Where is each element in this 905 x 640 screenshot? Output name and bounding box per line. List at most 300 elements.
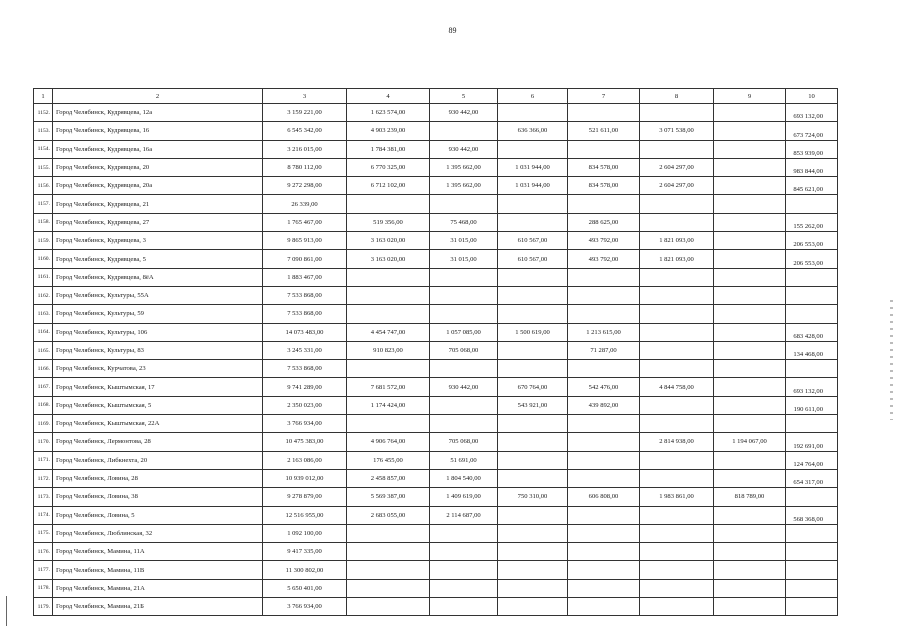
col-10-value-cell: 568 368,00: [786, 506, 838, 524]
col-9-value-cell: [714, 232, 786, 250]
col-10-value-cell: 693 132,00: [786, 104, 838, 122]
col-9-value-cell: [714, 305, 786, 323]
row-number-cell: 1179.: [34, 598, 53, 616]
row-number-cell: 1164.: [34, 323, 53, 341]
col-10-value-cell: 206 553,00: [786, 250, 838, 268]
table-row: [34, 506, 838, 524]
scan-margin-line: [6, 596, 7, 626]
table-row: [34, 122, 838, 140]
total-cell: 9 278 879,00: [263, 488, 347, 506]
col-7-value-cell: 439 892,00: [568, 396, 640, 414]
table-row: [34, 104, 838, 122]
col-4-value-cell: 519 356,00: [347, 213, 430, 231]
col-4-value-cell: [347, 415, 430, 433]
col-5-value-cell: [430, 396, 498, 414]
col-6-value-cell: 1 031 944,00: [498, 177, 568, 195]
col-8-value-cell: [640, 213, 714, 231]
row-number-cell: 1176.: [34, 543, 53, 561]
col-8-value-cell: [640, 598, 714, 616]
col-7-value-cell: [568, 506, 640, 524]
col-4-value-cell: 4 454 747,00: [347, 323, 430, 341]
col-7-value-cell: 288 625,00: [568, 213, 640, 231]
col-5-value-cell: 705 068,00: [430, 433, 498, 451]
address-cell: Город Челябинск, Люблинская, 32: [53, 524, 263, 542]
col-10-value-cell: 124 764,00: [786, 451, 838, 469]
col-10-value-cell: 192 691,00: [786, 433, 838, 451]
total-cell: 10 475 383,00: [263, 433, 347, 451]
table-row: [34, 598, 838, 616]
total-cell: 7 533 868,00: [263, 286, 347, 304]
col-8-value-cell: 2 604 297,00: [640, 158, 714, 176]
col-5-value-cell: 1 395 662,00: [430, 177, 498, 195]
col-9-value-cell: [714, 140, 786, 158]
col-10-value-cell: 845 621,00: [786, 177, 838, 195]
col-5-value-cell: 1 804 540,00: [430, 469, 498, 487]
row-number-cell: 1162.: [34, 286, 53, 304]
address-cell: Город Челябинск, Кыштымская, 17: [53, 378, 263, 396]
col-8-value-cell: [640, 104, 714, 122]
col-8-value-cell: [640, 305, 714, 323]
table-row: [34, 341, 838, 359]
col-5-value-cell: [430, 524, 498, 542]
col-10-value-cell: [786, 415, 838, 433]
col-header-5: 5: [430, 89, 498, 104]
col-8-value-cell: [640, 360, 714, 378]
col-6-value-cell: [498, 561, 568, 579]
col-8-value-cell: [640, 579, 714, 597]
total-cell: 11 300 802,00: [263, 561, 347, 579]
col-9-value-cell: [714, 195, 786, 213]
col-6-value-cell: [498, 305, 568, 323]
col-8-value-cell: [640, 341, 714, 359]
col-7-value-cell: [568, 598, 640, 616]
col-header-7: 7: [568, 89, 640, 104]
col-4-value-cell: 1 174 424,00: [347, 396, 430, 414]
col-6-value-cell: 750 310,00: [498, 488, 568, 506]
total-cell: 3 159 221,00: [263, 104, 347, 122]
col-7-value-cell: [568, 469, 640, 487]
col-4-value-cell: 6 770 325,00: [347, 158, 430, 176]
col-6-value-cell: [498, 469, 568, 487]
col-5-value-cell: [430, 268, 498, 286]
address-cell: Город Челябинск, Кудрявцева, 27: [53, 213, 263, 231]
address-cell: Город Челябинск, Культуры, 59: [53, 305, 263, 323]
row-number-cell: 1158.: [34, 213, 53, 231]
table-row: [34, 469, 838, 487]
col-5-value-cell: [430, 305, 498, 323]
col-4-value-cell: 176 455,00: [347, 451, 430, 469]
col-6-value-cell: [498, 140, 568, 158]
col-7-value-cell: [568, 433, 640, 451]
total-cell: 10 939 012,00: [263, 469, 347, 487]
col-10-value-cell: 155 262,00: [786, 213, 838, 231]
col-5-value-cell: 1 409 619,00: [430, 488, 498, 506]
table-row: [34, 305, 838, 323]
col-6-value-cell: [498, 195, 568, 213]
col-8-value-cell: [640, 286, 714, 304]
col-9-value-cell: 1 194 067,00: [714, 433, 786, 451]
col-7-value-cell: [568, 360, 640, 378]
col-6-value-cell: 610 567,00: [498, 232, 568, 250]
table-row: [34, 433, 838, 451]
col-5-value-cell: 51 691,00: [430, 451, 498, 469]
col-4-value-cell: 4 906 764,00: [347, 433, 430, 451]
col-9-value-cell: [714, 524, 786, 542]
col-10-value-cell: 683 428,00: [786, 323, 838, 341]
table-row: [34, 268, 838, 286]
total-cell: 9 865 913,00: [263, 232, 347, 250]
row-number-cell: 1169.: [34, 415, 53, 433]
col-7-value-cell: 521 611,00: [568, 122, 640, 140]
total-cell: 1 765 467,00: [263, 213, 347, 231]
col-5-value-cell: 705 068,00: [430, 341, 498, 359]
row-number-cell: 1175.: [34, 524, 53, 542]
table-row: [34, 323, 838, 341]
total-cell: 8 780 112,00: [263, 158, 347, 176]
col-10-value-cell: [786, 195, 838, 213]
col-header-1: 1: [34, 89, 53, 104]
col-7-value-cell: 1 213 615,00: [568, 323, 640, 341]
address-cell: Город Челябинск, Мамина, 21Б: [53, 598, 263, 616]
table-body: [34, 104, 838, 616]
col-7-value-cell: [568, 286, 640, 304]
col-10-value-cell: [786, 268, 838, 286]
col-header-2: 2: [53, 89, 263, 104]
data-table: [33, 88, 838, 616]
col-9-value-cell: [714, 177, 786, 195]
row-number-cell: 1165.: [34, 341, 53, 359]
table-row: [34, 195, 838, 213]
row-number-cell: 1168.: [34, 396, 53, 414]
col-5-value-cell: [430, 561, 498, 579]
col-4-value-cell: [347, 360, 430, 378]
total-cell: 9 741 289,00: [263, 378, 347, 396]
col-4-value-cell: 1 623 574,00: [347, 104, 430, 122]
col-6-value-cell: [498, 506, 568, 524]
col-6-value-cell: 670 764,00: [498, 378, 568, 396]
col-4-value-cell: 7 681 572,00: [347, 378, 430, 396]
col-7-value-cell: [568, 451, 640, 469]
col-7-value-cell: 493 792,00: [568, 232, 640, 250]
col-10-value-cell: 983 844,00: [786, 158, 838, 176]
address-cell: Город Челябинск, Кыштымская, 5: [53, 396, 263, 414]
row-number-cell: 1178.: [34, 579, 53, 597]
col-8-value-cell: [640, 268, 714, 286]
col-7-value-cell: 834 578,00: [568, 158, 640, 176]
col-8-value-cell: 2 604 297,00: [640, 177, 714, 195]
row-number-cell: 1163.: [34, 305, 53, 323]
address-cell: Город Челябинск, Лермонтова, 28: [53, 433, 263, 451]
row-number-cell: 1167.: [34, 378, 53, 396]
col-6-value-cell: [498, 451, 568, 469]
col-header-10: 10: [786, 89, 838, 104]
col-8-value-cell: [640, 524, 714, 542]
col-4-value-cell: [347, 305, 430, 323]
col-4-value-cell: [347, 195, 430, 213]
col-6-value-cell: [498, 341, 568, 359]
col-5-value-cell: [430, 579, 498, 597]
col-7-value-cell: 834 578,00: [568, 177, 640, 195]
row-number-cell: 1173.: [34, 488, 53, 506]
row-number-cell: 1161.: [34, 268, 53, 286]
col-6-value-cell: [498, 433, 568, 451]
col-9-value-cell: [714, 543, 786, 561]
col-header-4: 4: [347, 89, 430, 104]
col-6-value-cell: 610 567,00: [498, 250, 568, 268]
col-6-value-cell: 1 500 619,00: [498, 323, 568, 341]
col-5-value-cell: [430, 122, 498, 140]
address-cell: Город Челябинск, Кудрявцева, 5: [53, 250, 263, 268]
col-6-value-cell: 1 031 944,00: [498, 158, 568, 176]
col-8-value-cell: [640, 396, 714, 414]
address-cell: Город Челябинск, Кыштымская, 22А: [53, 415, 263, 433]
total-cell: 7 533 868,00: [263, 305, 347, 323]
address-cell: Город Челябинск, Кудрявцева, 21: [53, 195, 263, 213]
col-10-value-cell: [786, 305, 838, 323]
col-10-value-cell: [786, 561, 838, 579]
col-7-value-cell: [568, 268, 640, 286]
total-cell: 2 163 086,00: [263, 451, 347, 469]
col-8-value-cell: 3 071 538,00: [640, 122, 714, 140]
address-cell: Город Челябинск, Кудрявцева, 20а: [53, 177, 263, 195]
table-row: [34, 579, 838, 597]
address-cell: Город Челябинск, Кудрявцева, 3: [53, 232, 263, 250]
address-cell: Город Челябинск, Ловина, 28: [53, 469, 263, 487]
address-cell: Город Челябинск, Кудрявцева, 20: [53, 158, 263, 176]
col-5-value-cell: [430, 598, 498, 616]
total-cell: 3 766 934,00: [263, 415, 347, 433]
table-row: [34, 232, 838, 250]
header-row: [34, 89, 838, 104]
row-number-cell: 1177.: [34, 561, 53, 579]
address-cell: Город Челябинск, Кудрявцева, 16а: [53, 140, 263, 158]
col-10-value-cell: [786, 286, 838, 304]
col-7-value-cell: [568, 543, 640, 561]
table-row: [34, 286, 838, 304]
table-row: [34, 488, 838, 506]
col-10-value-cell: 673 724,00: [786, 122, 838, 140]
table-row: [34, 396, 838, 414]
col-6-value-cell: [498, 598, 568, 616]
col-9-value-cell: [714, 158, 786, 176]
col-4-value-cell: 1 784 381,00: [347, 140, 430, 158]
col-9-value-cell: [714, 122, 786, 140]
total-cell: 7 090 861,00: [263, 250, 347, 268]
col-7-value-cell: [568, 104, 640, 122]
table-row: [34, 177, 838, 195]
address-cell: Город Челябинск, Мамина, 21А: [53, 579, 263, 597]
col-5-value-cell: 31 015,00: [430, 232, 498, 250]
row-number-cell: 1172.: [34, 469, 53, 487]
col-10-value-cell: 654 317,00: [786, 469, 838, 487]
col-9-value-cell: [714, 341, 786, 359]
col-9-value-cell: [714, 415, 786, 433]
col-7-value-cell: 542 476,00: [568, 378, 640, 396]
total-cell: 9 272 298,00: [263, 177, 347, 195]
total-cell: 3 245 331,00: [263, 341, 347, 359]
table-row: [34, 415, 838, 433]
address-cell: Город Челябинск, Либкнехта, 20: [53, 451, 263, 469]
col-9-value-cell: [714, 506, 786, 524]
col-8-value-cell: 1 821 093,00: [640, 232, 714, 250]
address-cell: Город Челябинск, Культуры, 83: [53, 341, 263, 359]
col-6-value-cell: [498, 524, 568, 542]
total-cell: 5 650 401,00: [263, 579, 347, 597]
col-6-value-cell: [498, 543, 568, 561]
col-10-value-cell: [786, 579, 838, 597]
address-cell: Город Челябинск, Мамина, 11В: [53, 561, 263, 579]
col-header-9: 9: [714, 89, 786, 104]
table-row: [34, 250, 838, 268]
col-9-value-cell: 818 789,00: [714, 488, 786, 506]
col-6-value-cell: 636 366,00: [498, 122, 568, 140]
col-5-value-cell: [430, 286, 498, 304]
col-8-value-cell: 2 814 938,00: [640, 433, 714, 451]
col-6-value-cell: [498, 415, 568, 433]
col-10-value-cell: [786, 360, 838, 378]
table-row: [34, 378, 838, 396]
row-number-cell: 1154.: [34, 140, 53, 158]
col-9-value-cell: [714, 451, 786, 469]
col-header-8: 8: [640, 89, 714, 104]
col-9-value-cell: [714, 250, 786, 268]
col-4-value-cell: 4 903 239,00: [347, 122, 430, 140]
col-6-value-cell: [498, 104, 568, 122]
row-number-cell: 1156.: [34, 177, 53, 195]
col-5-value-cell: [430, 543, 498, 561]
col-10-value-cell: 853 939,00: [786, 140, 838, 158]
col-6-value-cell: 543 921,00: [498, 396, 568, 414]
col-4-value-cell: [347, 561, 430, 579]
row-number-cell: 1160.: [34, 250, 53, 268]
col-10-value-cell: 134 468,00: [786, 341, 838, 359]
table-row: [34, 360, 838, 378]
total-cell: 1 883 467,00: [263, 268, 347, 286]
col-7-value-cell: [568, 140, 640, 158]
row-number-cell: 1157.: [34, 195, 53, 213]
address-cell: Город Челябинск, Кудрявцева, 16: [53, 122, 263, 140]
col-4-value-cell: [347, 598, 430, 616]
col-8-value-cell: [640, 323, 714, 341]
col-9-value-cell: [714, 598, 786, 616]
total-cell: 6 545 342,00: [263, 122, 347, 140]
col-5-value-cell: 930 442,00: [430, 104, 498, 122]
col-8-value-cell: [640, 506, 714, 524]
col-8-value-cell: 4 844 758,00: [640, 378, 714, 396]
address-cell: Город Челябинск, Культуры, 106: [53, 323, 263, 341]
col-10-value-cell: [786, 488, 838, 506]
col-4-value-cell: 910 823,00: [347, 341, 430, 359]
col-8-value-cell: [640, 195, 714, 213]
address-cell: Город Челябинск, Культуры, 55А: [53, 286, 263, 304]
col-4-value-cell: [347, 579, 430, 597]
col-9-value-cell: [714, 396, 786, 414]
col-6-value-cell: [498, 268, 568, 286]
col-10-value-cell: 693 132,00: [786, 378, 838, 396]
col-5-value-cell: 2 114 687,00: [430, 506, 498, 524]
col-5-value-cell: [430, 415, 498, 433]
col-4-value-cell: [347, 286, 430, 304]
col-6-value-cell: [498, 360, 568, 378]
col-7-value-cell: 493 792,00: [568, 250, 640, 268]
scan-edge-mark: [890, 300, 893, 420]
col-4-value-cell: 6 712 102,00: [347, 177, 430, 195]
row-number-cell: 1170.: [34, 433, 53, 451]
col-6-value-cell: [498, 213, 568, 231]
col-4-value-cell: [347, 543, 430, 561]
col-header-6: 6: [498, 89, 568, 104]
col-header-3: 3: [263, 89, 347, 104]
col-4-value-cell: 5 569 387,00: [347, 488, 430, 506]
total-cell: 3 216 015,00: [263, 140, 347, 158]
address-cell: Город Челябинск, Кудрявцева, 8ёА: [53, 268, 263, 286]
col-5-value-cell: 31 015,00: [430, 250, 498, 268]
col-7-value-cell: [568, 415, 640, 433]
col-8-value-cell: 1 821 093,00: [640, 250, 714, 268]
address-cell: Город Челябинск, Курчатова, 23: [53, 360, 263, 378]
col-7-value-cell: [568, 305, 640, 323]
col-9-value-cell: [714, 268, 786, 286]
col-9-value-cell: [714, 561, 786, 579]
total-cell: 12 516 955,00: [263, 506, 347, 524]
row-number-cell: 1159.: [34, 232, 53, 250]
col-8-value-cell: [640, 140, 714, 158]
page-number: 89: [448, 26, 457, 35]
col-5-value-cell: 75 468,00: [430, 213, 498, 231]
table-row: [34, 140, 838, 158]
col-10-value-cell: [786, 524, 838, 542]
col-8-value-cell: 1 983 861,00: [640, 488, 714, 506]
col-5-value-cell: [430, 360, 498, 378]
total-cell: 3 766 934,00: [263, 598, 347, 616]
address-cell: Город Челябинск, Ловина, 38: [53, 488, 263, 506]
row-number-cell: 1155.: [34, 158, 53, 176]
table-row: [34, 524, 838, 542]
col-4-value-cell: 2 683 055,00: [347, 506, 430, 524]
row-number-cell: 1174.: [34, 506, 53, 524]
col-5-value-cell: 1 395 662,00: [430, 158, 498, 176]
col-8-value-cell: [640, 451, 714, 469]
col-7-value-cell: [568, 561, 640, 579]
table-row: [34, 543, 838, 561]
col-7-value-cell: [568, 524, 640, 542]
row-number-cell: 1152.: [34, 104, 53, 122]
col-4-value-cell: 3 163 020,00: [347, 250, 430, 268]
col-9-value-cell: [714, 579, 786, 597]
col-6-value-cell: [498, 579, 568, 597]
col-7-value-cell: [568, 579, 640, 597]
table-row: [34, 213, 838, 231]
col-5-value-cell: 930 442,00: [430, 140, 498, 158]
address-cell: Город Челябинск, Мамина, 11А: [53, 543, 263, 561]
col-8-value-cell: [640, 415, 714, 433]
col-4-value-cell: [347, 268, 430, 286]
col-7-value-cell: 606 808,00: [568, 488, 640, 506]
col-8-value-cell: [640, 561, 714, 579]
col-10-value-cell: 206 553,00: [786, 232, 838, 250]
col-9-value-cell: [714, 360, 786, 378]
table-row: [34, 158, 838, 176]
col-7-value-cell: 71 287,00: [568, 341, 640, 359]
row-number-cell: 1153.: [34, 122, 53, 140]
col-9-value-cell: [714, 213, 786, 231]
col-9-value-cell: [714, 378, 786, 396]
address-cell: Город Челябинск, Ловина, 5: [53, 506, 263, 524]
col-9-value-cell: [714, 104, 786, 122]
address-cell: Город Челябинск, Кудрявцева, 12а: [53, 104, 263, 122]
col-5-value-cell: 930 442,00: [430, 378, 498, 396]
col-9-value-cell: [714, 286, 786, 304]
